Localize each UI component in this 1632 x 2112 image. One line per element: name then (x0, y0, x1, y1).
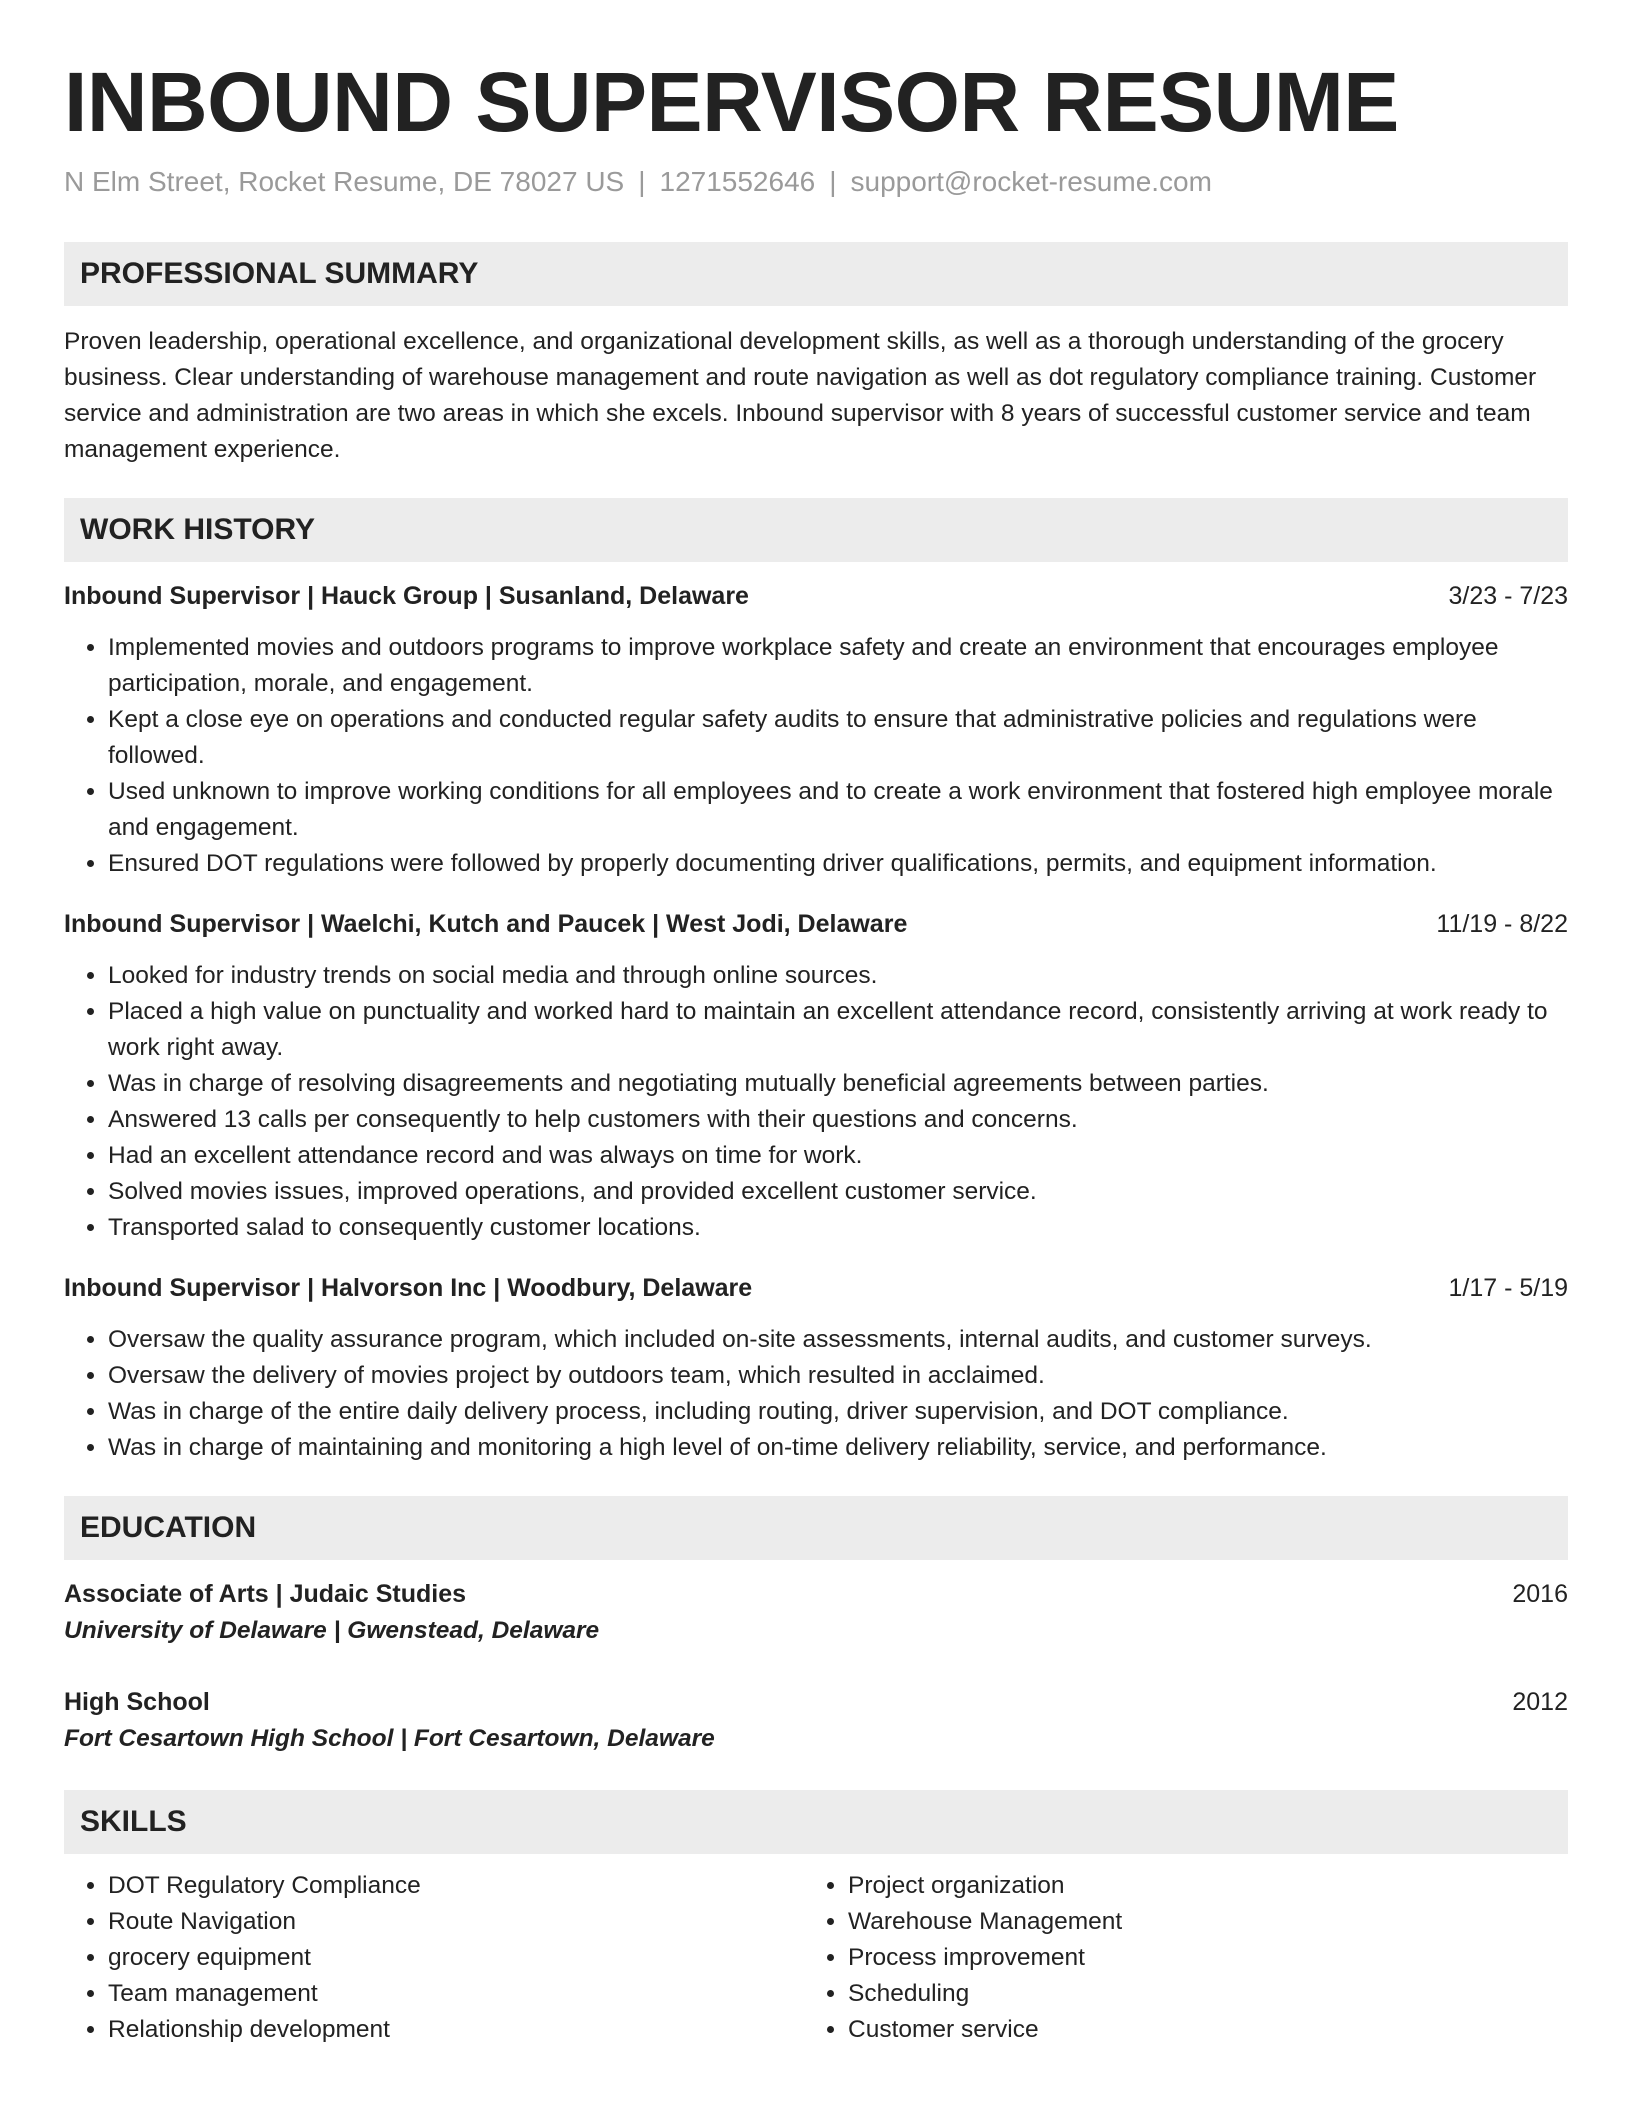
contact-separator: | (829, 166, 837, 197)
job-header (64, 906, 1568, 942)
education-school: Fort Cesartown High School | Fort Cesartown, Delaware (64, 1725, 715, 1752)
job-entry (64, 1270, 1568, 1466)
education-entry (64, 1576, 1568, 1650)
job-dates: 1/17 - 5/19 (1448, 1274, 1568, 1302)
job-bullets (64, 958, 1568, 1246)
education-section-header: EDUCATION (64, 1496, 1568, 1560)
list-item: • Kept a close eye on operations and conducted regular safety audits to ensure that administrative policies and regulations were followed. (108, 702, 1568, 774)
education-school: University of Delaware | Gwenstead, Delaware (64, 1617, 600, 1644)
education-header (64, 1684, 1568, 1720)
job-dates: 3/23 - 7/23 (1448, 582, 1568, 610)
skills-section-header: SKILLS (64, 1790, 1568, 1854)
list-item: • Solved movies issues, improved operations, and provided excellent customer service. (108, 1174, 1568, 1210)
job-bullets (64, 630, 1568, 882)
education-year: 2016 (1512, 1580, 1568, 1608)
list-item: • Placed a high value on punctuality and worked hard to maintain an excellent attendance record, consistently arriving at work ready to work right away. (108, 994, 1568, 1066)
summary-text: Proven leadership, operational excellence, and organizational development skills, as well as a thorough understanding of the grocery business. Clear understanding of warehouse management and route navigation as well as dot regulatory compliance training. Customer service and administration are two areas in which she excels. Inbound supervisor with 8 years of successful customer service and team management experience. (64, 328, 1537, 463)
education-entry (64, 1684, 1568, 1758)
list-item: • Had an excellent attendance record and was always on time for work. (108, 1138, 1568, 1174)
skill-item: • DOT Regulatory Compliance (108, 1868, 804, 1904)
job-entry (64, 906, 1568, 1246)
work-history-section-header: WORK HISTORY (64, 498, 1568, 562)
education-header (64, 1576, 1568, 1612)
list-item: • Was in charge of maintaining and monitoring a high level of on-time delivery reliability, service, and performance. (108, 1430, 1568, 1466)
list-item: • Implemented movies and outdoors programs to improve workplace safety and create an environment that encourages employee participation, morale, and engagement. (108, 630, 1568, 702)
job-title: Inbound Supervisor | Waelchi, Kutch and Paucek | West Jodi, Delaware (64, 910, 908, 938)
list-item: • Answered 13 calls per consequently to help customers with their questions and concerns. (108, 1102, 1568, 1138)
job-title: Inbound Supervisor | Hauck Group | Susanland, Delaware (64, 582, 749, 610)
list-item: • Used unknown to improve working conditions for all employees and to create a work environment that fostered high employee morale and engagement. (108, 774, 1568, 846)
job-header (64, 1270, 1568, 1306)
list-item: • Ensured DOT regulations were followed by properly documenting driver qualifications, permits, and equipment information. (108, 846, 1568, 882)
skills-list (64, 1868, 1568, 2048)
summary-section-header: PROFESSIONAL SUMMARY (64, 242, 1568, 306)
list-item: • Looked for industry trends on social media and through online sources. (108, 958, 1568, 994)
contact-address: N Elm Street, Rocket Resume, DE 78027 US (64, 166, 625, 197)
contact-separator: | (638, 166, 646, 197)
list-item: • Oversaw the delivery of movies project by outdoors team, which resulted in acclaimed. (108, 1358, 1568, 1394)
contact-email: support@rocket-resume.com (850, 166, 1212, 197)
job-dates: 11/19 - 8/22 (1436, 910, 1568, 938)
skill-item: • Process improvement (848, 1940, 1544, 1976)
skill-item: • Customer service (848, 2012, 1544, 2048)
skills-column-left (64, 1868, 804, 2048)
education-degree: High School (64, 1688, 210, 1716)
skill-item: • grocery equipment (108, 1940, 804, 1976)
skill-item: • Project organization (848, 1868, 1544, 1904)
education-degree: Associate of Arts | Judaic Studies (64, 1580, 467, 1608)
skill-item: • Team management (108, 1976, 804, 2012)
list-item: • Oversaw the quality assurance program, which included on-site assessments, internal audits, and customer surveys. (108, 1322, 1568, 1358)
contact-line (64, 162, 1568, 202)
skill-item: • Route Navigation (108, 1904, 804, 1940)
list-item: • Was in charge of the entire daily delivery process, including routing, driver supervision, and DOT compliance. (108, 1394, 1568, 1430)
skill-item: • Scheduling (848, 1976, 1544, 2012)
skill-item: • Warehouse Management (848, 1904, 1544, 1940)
job-bullets (64, 1322, 1568, 1466)
list-item: • Transported salad to consequently customer locations. (108, 1210, 1568, 1246)
job-entry (64, 578, 1568, 882)
job-header (64, 578, 1568, 614)
skill-item: • Relationship development (108, 2012, 804, 2048)
list-item: • Was in charge of resolving disagreements and negotiating mutually beneficial agreements between parties. (108, 1066, 1568, 1102)
job-title: Inbound Supervisor | Halvorson Inc | Woodbury, Delaware (64, 1274, 753, 1302)
skills-column-right (804, 1868, 1544, 2048)
page-title: INBOUND SUPERVISOR RESUME (64, 55, 1399, 149)
contact-phone: 1271552646 (659, 166, 816, 197)
education-year: 2012 (1512, 1688, 1568, 1716)
